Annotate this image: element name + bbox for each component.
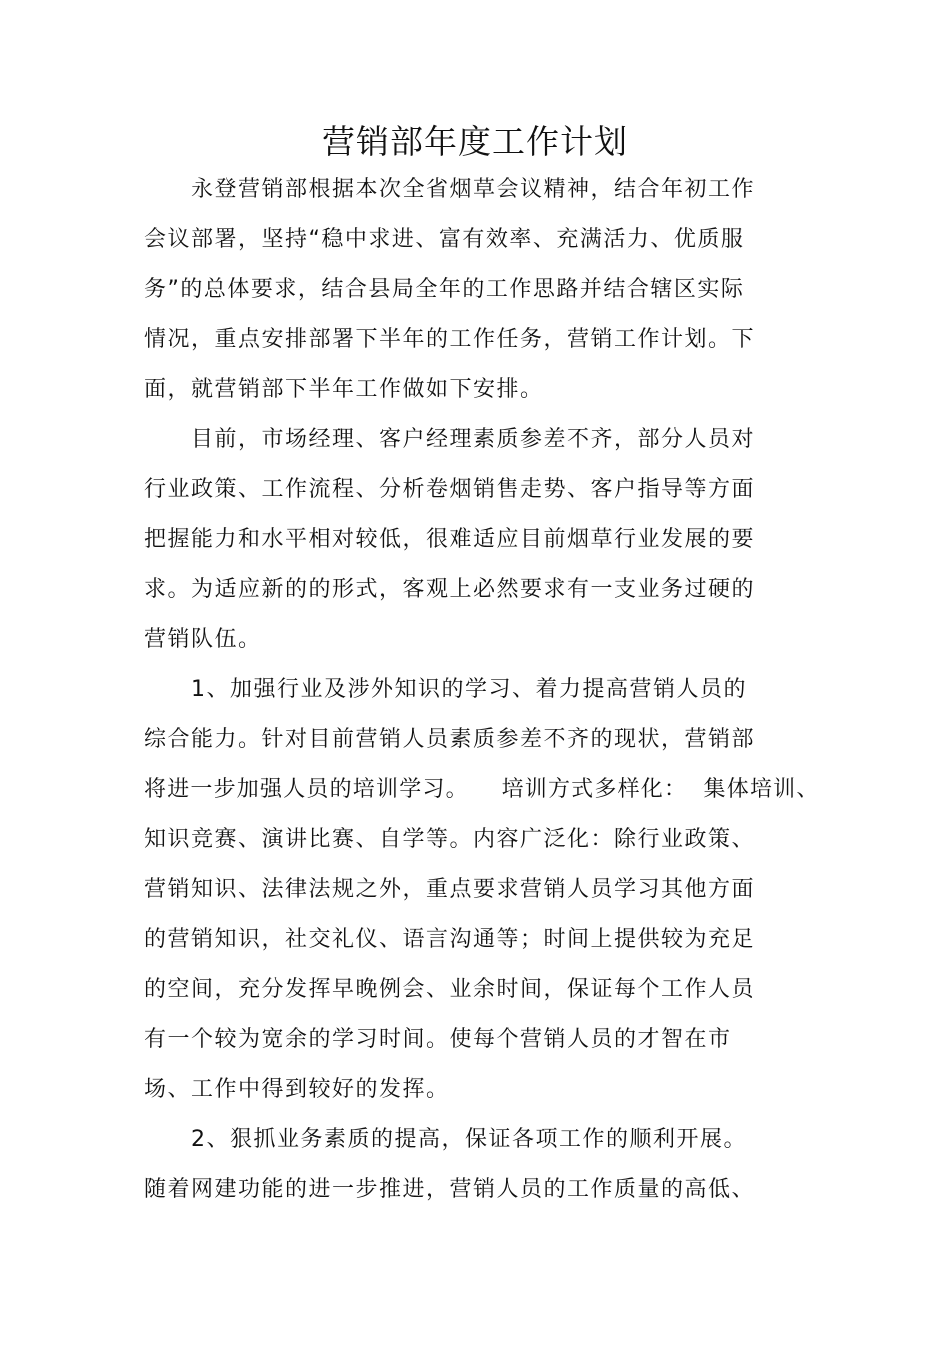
paragraph-1-line-5: 面，就营销部下半年工作做如下安排。 [144, 377, 544, 402]
document-title: 营销部年度工作计划 [322, 122, 628, 161]
paragraph-2-line-4: 求。为适应新的的形式，客观上必然要求有一支业务过硬的 [144, 577, 756, 602]
paragraph-3-line-8: 有一个较为宽余的学习时间。使每个营销人员的才智在市 [144, 1027, 732, 1052]
paragraph-1-line-4: 情况，重点安排部署下半年的工作任务，营销工作计划。下 [144, 327, 756, 352]
paragraph-4-line-2: 随着网建功能的进一步推进，营销人员的工作质量的高低、 [144, 1177, 756, 1202]
paragraph-3-line-1: 1、加强行业及涉外知识的学习、着力提高营销人员的 [191, 677, 747, 702]
paragraph-2-line-2: 行业政策、工作流程、分析卷烟销售走势、客户指导等方面 [144, 477, 756, 502]
paragraph-1-line-2: 会议部署，坚持“稳中求进、富有效率、充满活力、优质服 [144, 227, 745, 252]
paragraph-1-line-3: 务”的总体要求，结合县局全年的工作思路并结合辖区实际 [144, 277, 745, 302]
paragraph-4-line-1: 2、狠抓业务素质的提高，保证各项工作的顺利开展。 [191, 1127, 747, 1152]
paragraph-3-line-5: 营销知识、法律法规之外，重点要求营销人员学习其他方面 [144, 877, 756, 902]
paragraph-3-line-2: 综合能力。针对目前营销人员素质参差不齐的现状，营销部 [144, 727, 756, 752]
paragraph-2-line-3: 把握能力和水平相对较低，很难适应目前烟草行业发展的要 [144, 527, 756, 552]
paragraph-3-line-4: 知识竞赛、演讲比赛、自学等。内容广泛化：除行业政策、 [144, 827, 756, 852]
paragraph-2-line-1: 目前，市场经理、客户经理素质参差不齐，部分人员对 [191, 427, 756, 452]
paragraph-1-line-1: 永登营销部根据本次全省烟草会议精神，结合年初工作 [191, 177, 756, 202]
paragraph-3-line-9: 场、工作中得到较好的发挥。 [144, 1077, 450, 1102]
paragraph-3-line-6: 的营销知识，社交礼仪、语言沟通等；时间上提供较为充足 [144, 927, 756, 952]
paragraph-3-line-7: 的空间，充分发挥早晚例会、业余时间，保证每个工作人员 [144, 977, 756, 1002]
paragraph-3-line-3: 将进一步加强人员的培训学习。 培训方式多样化： 集体培训、 [144, 777, 820, 802]
paragraph-2-line-5: 营销队伍。 [144, 627, 262, 652]
